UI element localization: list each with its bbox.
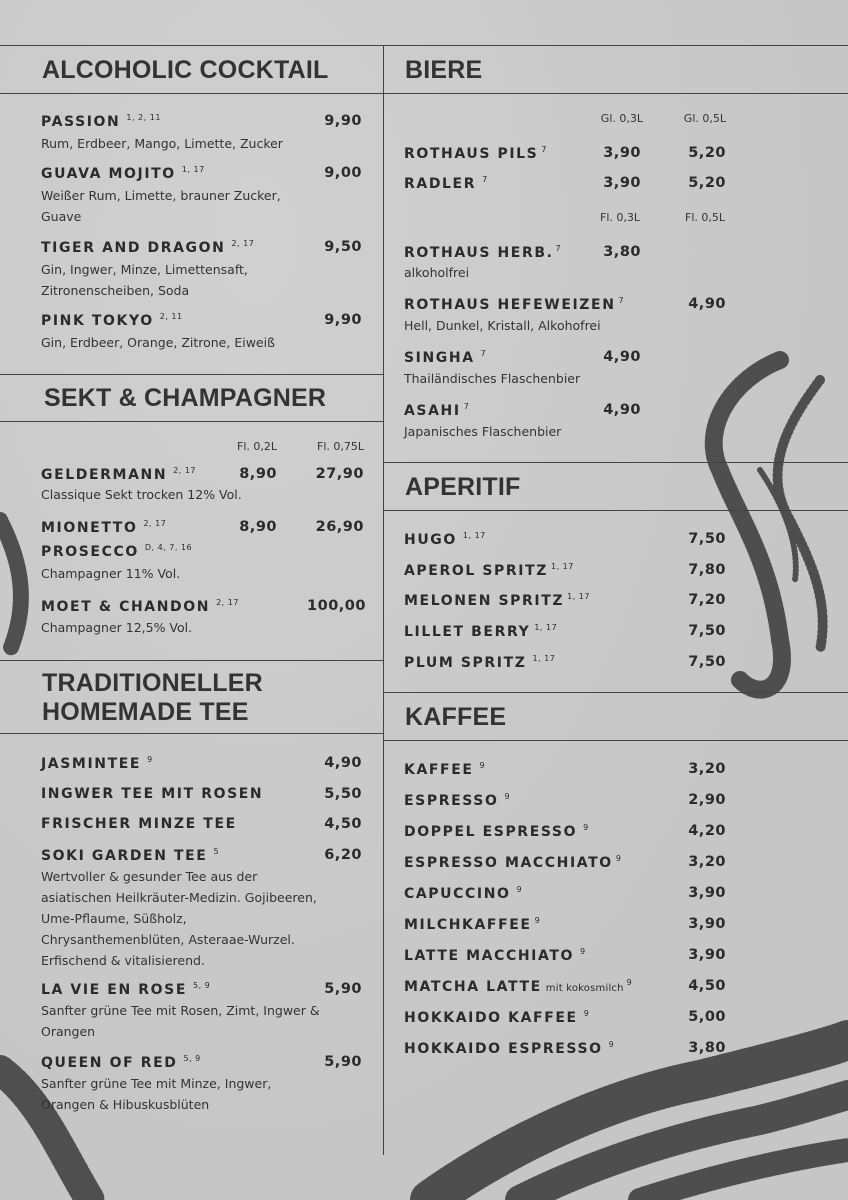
item-price: 5,00 xyxy=(688,1009,726,1025)
allergen-codes: 5, 9 xyxy=(193,981,211,990)
allergen-codes: 2, 17 xyxy=(173,466,196,475)
item-name: HOKKAIDO ESPRESSO xyxy=(404,1041,603,1057)
item-description: Wertvoller & gesunder Tee aus der asiatischen Heilkräuter-Medizin. Gojibeeren, Ume-Pflaume, Süßholz, Chrysanthemenblüten, Asteraae-Wurzel. Erfischend & vitalisierend. xyxy=(41,869,317,968)
item-description: Gin, Ingwer, Minze, Limettensaft, Zitronenscheiben, Soda xyxy=(41,262,248,298)
item-price: 3,20 xyxy=(688,761,726,777)
item-price: 26,90 xyxy=(315,519,364,535)
item-description: Champagner 12,5% Vol. xyxy=(41,620,193,635)
item-name: TIGER AND DRAGON xyxy=(41,240,226,256)
item-name: DOPPEL ESPRESSO xyxy=(404,824,578,840)
item-price: 4,90 xyxy=(688,296,726,312)
item-name: INGWER TEE MIT ROSEN xyxy=(41,786,264,802)
item-description: Champagner 11% Vol. xyxy=(41,566,181,581)
item-name: PASSION xyxy=(41,114,121,130)
item-name: GUAVA MOJITO xyxy=(41,166,176,182)
item-name: CAPUCCINO xyxy=(404,886,511,902)
item-name: FRISCHER MINZE TEE xyxy=(41,816,237,832)
section-title-aperitif: APERITIF xyxy=(405,473,521,501)
column-header: Fl. 0,3L xyxy=(600,211,640,224)
allergen-codes: 9 xyxy=(583,1009,590,1018)
item-price: 2,90 xyxy=(688,792,726,808)
allergen-codes: 5 xyxy=(213,847,220,856)
item-name: MILCHKAFFEE xyxy=(404,917,532,933)
item-price: 100,00 xyxy=(307,598,366,614)
allergen-codes: 1, 17 xyxy=(534,623,558,632)
allergen-codes: 9 xyxy=(516,885,523,894)
item-name: GELDERMANN xyxy=(41,467,168,483)
item-description: Gin, Erdbeer, Orange, Zitrone, Eiweiß xyxy=(41,335,275,350)
allergen-codes: 2, 17 xyxy=(143,519,167,528)
item-price: 3,90 xyxy=(688,916,726,932)
item-description: Weißer Rum, Limette, brauner Zucker, Guave xyxy=(41,188,281,224)
item-price: 5,20 xyxy=(688,145,726,161)
item-description: Japanisches Flaschenbier xyxy=(404,424,562,439)
item-name: PLUM SPRITZ xyxy=(404,655,527,671)
section-title-kaffee: KAFFEE xyxy=(405,703,507,731)
item-price: 7,20 xyxy=(688,592,726,608)
item-name: ROTHAUS HEFEWEIZEN xyxy=(404,297,616,313)
item-name: PROSECCO xyxy=(41,544,139,560)
item-name: JASMINTEE xyxy=(41,756,142,772)
allergen-codes: 7 xyxy=(618,296,625,305)
item-name: LA VIE EN ROSE xyxy=(41,982,187,998)
item-price: 3,80 xyxy=(603,244,641,260)
item-price: 4,90 xyxy=(603,402,641,418)
item-name: ASAHI xyxy=(404,403,461,419)
allergen-codes: 1, 17 xyxy=(550,562,574,571)
item-price: 3,90 xyxy=(688,947,726,963)
allergen-codes: 2, 17 xyxy=(231,239,255,248)
divider xyxy=(0,93,848,94)
allergen-codes: 9 xyxy=(504,792,511,801)
allergen-codes: 7 xyxy=(480,349,487,358)
divider xyxy=(0,45,848,46)
item-name: MOET & CHANDON xyxy=(41,599,211,615)
allergen-codes: 1, 17 xyxy=(532,654,556,663)
divider xyxy=(383,692,848,693)
item-price: 6,20 xyxy=(324,847,362,863)
section-title-line: HOMEMADE TEE xyxy=(42,698,249,726)
item-price: 3,90 xyxy=(603,175,641,191)
item-name: MELONEN SPRITZ xyxy=(404,593,565,609)
allergen-codes: D, 4, 7, 16 xyxy=(144,543,193,552)
item-name: ESPRESSO MACCHIATO xyxy=(404,855,613,871)
item-price: 5,90 xyxy=(324,1054,362,1070)
item-price: 7,50 xyxy=(688,623,726,639)
item-price: 3,90 xyxy=(688,885,726,901)
item-description: Sanfter grüne Tee mit Minze, Ingwer, Orangen & Hibuskusblüten xyxy=(41,1076,272,1112)
allergen-codes: 9 xyxy=(608,1040,615,1049)
allergen-codes: 9 xyxy=(583,823,589,832)
item-name: ESPRESSO xyxy=(404,793,499,809)
divider xyxy=(383,740,848,741)
allergen-codes: 7 xyxy=(482,175,488,184)
item-name: APEROL SPRITZ xyxy=(404,563,548,579)
item-name: RADLER xyxy=(404,176,477,192)
item-description: alkoholfrei xyxy=(404,265,470,280)
allergen-codes: 1, 2, 11 xyxy=(126,113,161,122)
column-header: Gl. 0,5L xyxy=(683,112,726,125)
item-name: ROTHAUS PILS xyxy=(404,146,539,162)
allergen-codes: 7 xyxy=(555,244,562,253)
allergen-codes: 9 xyxy=(479,761,486,770)
divider xyxy=(0,660,383,661)
section-title-sekt: SEKT & CHAMPAGNER xyxy=(44,384,327,412)
item-price: 8,90 xyxy=(239,466,277,482)
allergen-codes: 2, 17 xyxy=(216,598,239,607)
item-description: Rum, Erdbeer, Mango, Limette, Zucker xyxy=(41,136,283,151)
item-name: LATTE MACCHIATO xyxy=(404,948,574,964)
item-price: 4,20 xyxy=(688,823,726,839)
item-price: 9,90 xyxy=(324,113,362,129)
item-price: 3,90 xyxy=(603,145,641,161)
item-name: SOKI GARDEN TEE xyxy=(41,848,208,864)
item-description: Thailändisches Flaschenbier xyxy=(404,371,581,386)
allergen-codes: 9 xyxy=(147,755,153,764)
section-title-line: TRADITIONELLER xyxy=(42,669,263,697)
item-description: Sanfter grüne Tee mit Rosen, Zimt, Ingwer & Orangen xyxy=(41,1003,320,1039)
item-price: 4,90 xyxy=(603,349,641,365)
column-divider xyxy=(383,45,384,1155)
item-price: 7,50 xyxy=(688,531,726,547)
item-name: SINGHA xyxy=(404,350,475,366)
allergen-codes: 7 xyxy=(463,402,470,411)
item-price: 4,50 xyxy=(324,816,362,832)
item-name: QUEEN OF RED xyxy=(41,1055,178,1071)
item-name: MIONETTO xyxy=(41,520,138,536)
item-price: 7,80 xyxy=(688,562,726,578)
item-price: 4,90 xyxy=(324,755,362,771)
item-name: HUGO xyxy=(404,532,457,548)
item-description: Classique Sekt trocken 12% Vol. xyxy=(41,487,242,502)
item-price: 5,50 xyxy=(324,786,362,802)
column-header: Fl. 0,2L xyxy=(237,440,277,453)
item-name: LILLET BERRY xyxy=(404,624,531,640)
item-price: 7,50 xyxy=(688,654,726,670)
allergen-codes: 5, 9 xyxy=(183,1054,201,1063)
allergen-codes: 9 xyxy=(534,916,541,925)
item-name: ROTHAUS HERB. xyxy=(404,245,554,261)
item-name: HOKKAIDO KAFFEE xyxy=(404,1010,578,1026)
divider xyxy=(383,462,848,463)
item-note: mit kokosmilch xyxy=(545,983,624,994)
item-price: 8,90 xyxy=(239,519,277,535)
allergen-codes: 1, 17 xyxy=(567,592,590,601)
item-name: KAFFEE xyxy=(404,762,474,778)
item-price: 27,90 xyxy=(315,466,364,482)
item-price: 9,90 xyxy=(324,312,362,328)
section-title-biere: BIERE xyxy=(405,56,483,84)
allergen-codes: 7 xyxy=(541,145,547,154)
allergen-codes: 2, 11 xyxy=(159,312,183,321)
divider xyxy=(383,510,848,511)
item-description: Hell, Dunkel, Kristall, Alkohofrei xyxy=(404,318,601,333)
divider xyxy=(0,733,383,734)
section-title-cocktail: ALCOHOLIC COCKTAIL xyxy=(42,56,329,84)
item-price: 9,00 xyxy=(324,165,362,181)
allergen-codes: 9 xyxy=(615,854,622,863)
allergen-codes: 1, 17 xyxy=(181,165,205,174)
item-price: 5,20 xyxy=(688,175,726,191)
column-header: Gl. 0,3L xyxy=(600,112,643,125)
allergen-codes: 1, 17 xyxy=(462,531,486,540)
item-price: 3,80 xyxy=(688,1040,726,1056)
allergen-codes: 9 xyxy=(626,978,633,987)
item-price: 4,50 xyxy=(688,978,726,994)
item-name: PINK TOKYO xyxy=(41,313,154,329)
divider xyxy=(0,374,383,375)
column-header: Fl. 0,75L xyxy=(317,440,364,453)
item-price: 9,50 xyxy=(324,239,362,255)
section-title-tee xyxy=(42,669,263,727)
item-name: MATCHA LATTE xyxy=(404,979,542,995)
column-header: Fl. 0,5L xyxy=(685,211,725,224)
item-price: 3,20 xyxy=(688,854,726,870)
allergen-codes: 9 xyxy=(579,947,586,956)
item-price: 5,90 xyxy=(324,981,362,997)
divider xyxy=(0,421,383,422)
